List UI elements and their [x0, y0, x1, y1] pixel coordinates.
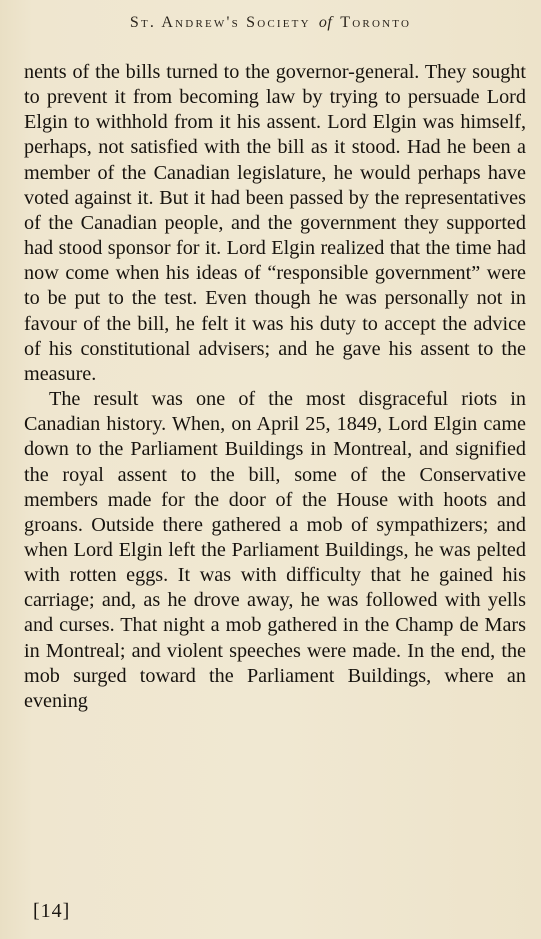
paragraph-riots: The result was one of the most disgraceful riots in Canadian history. When, on April 25, 1849, Lord Elgin came down to the Parliament Buildings in Montreal, and signified the royal assent to the bill, some of the Conservative members made for the door of the House with hoots and groans. Outside there gathered a mob of sympathizers; and when Lord Elgin left the Parliament Buildings, he was pelted with rotten eggs. It was with difficulty that he gained his carriage; and, as he drove away, he was followed with yells and curses. That night a mob gathered in the Champ de Mars in Montreal; and violent speeches were made. In the end, the mob surged toward the Parliament Buildings, where an evening	[24, 388, 526, 712]
running-head-city: Toronto	[340, 14, 412, 31]
running-head	[0, 14, 541, 32]
running-head-of: of	[318, 14, 333, 31]
running-head-society: St. Andrew's Society	[129, 14, 311, 31]
paragraph-continued: nents of the bills turned to the governor-general. They sought to prevent it from becoming law by trying to persuade Lord Elgin to withhold from it his assent. Lord Elgin was himself, perhaps, not satisfied with the bill as it stood. Had he been a member of the Canadian legislature, he would perhaps have voted against it. But it had been passed by the representatives of the Canadian people, and the government they supported had stood sponsor for it. Lord Elgin realized that the time had now come when his ideas of “responsible government” were to be put to the test. Even though he was personally not in favour of the bill, he felt it was his duty to accept the advice of his constitutional advisers; and he gave his assent to the measure.	[24, 61, 526, 385]
page-number: [14]	[33, 900, 71, 922]
body-text	[24, 60, 526, 714]
